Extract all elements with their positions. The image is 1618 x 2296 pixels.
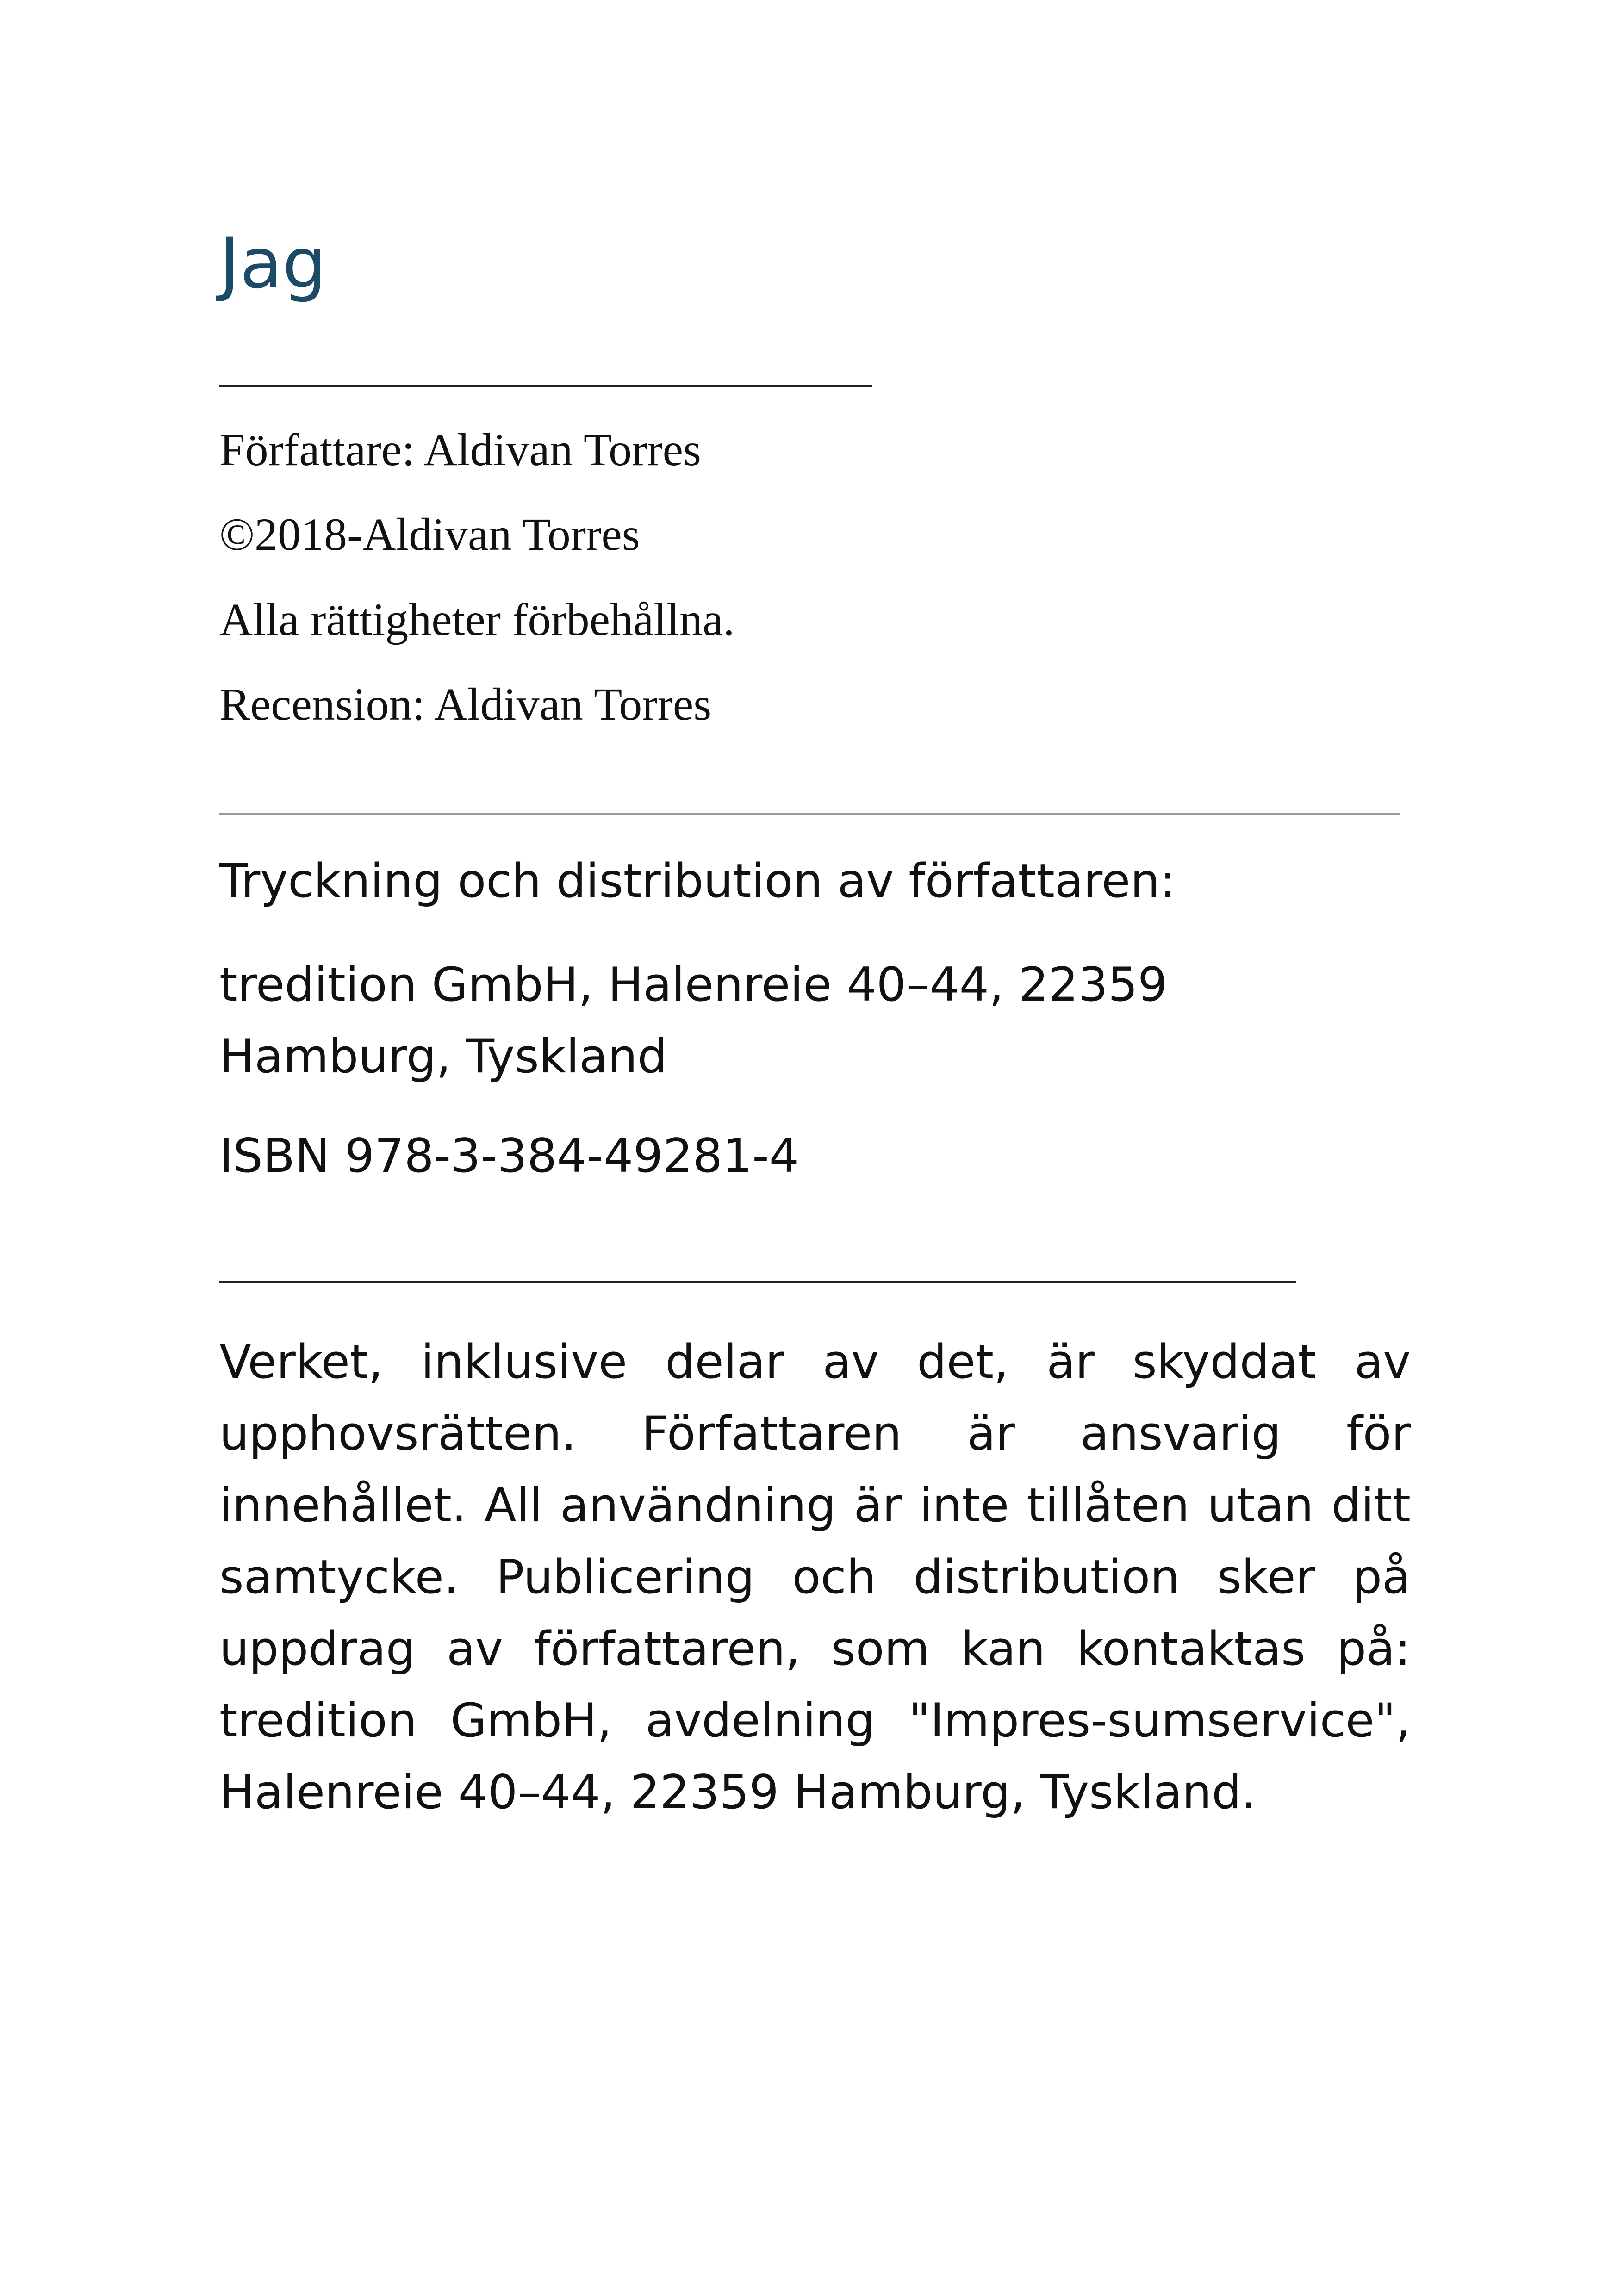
author-line: Författare: Aldivan Torres <box>219 424 701 475</box>
review-line: Recension: Aldivan Torres <box>219 678 712 730</box>
rights-line: Alla rättigheter förbehållna. <box>219 594 735 645</box>
copyright-notice: Verket, inklusive delar av det, är skyddat av upphovsrätten. Författaren är ansvarig för innehållet. All användning är inte tillåten utan ditt samtycke. Publicering och distribution sker på uppdrag av författaren, som kan kontaktas på: tredition GmbH, avdelning "Impres-sumservice", Halenreie 40–44, 22359 Hamburg, Tyskland. <box>219 1334 1411 1819</box>
publishing-divider <box>219 1281 1296 1283</box>
publisher-address: tredition GmbH, Halenreie 40–44, 22359 Hamburg, Tyskland <box>219 957 1168 1083</box>
document-title: Jag <box>219 224 327 304</box>
publishing-heading: Tryckning och distribution av författaren: <box>219 853 1176 908</box>
credits-divider <box>219 813 1400 815</box>
title-divider <box>219 385 872 387</box>
copyright-line: ©2018-Aldivan Torres <box>219 509 640 560</box>
isbn-line: ISBN 978-3-384-49281-4 <box>219 1128 799 1183</box>
